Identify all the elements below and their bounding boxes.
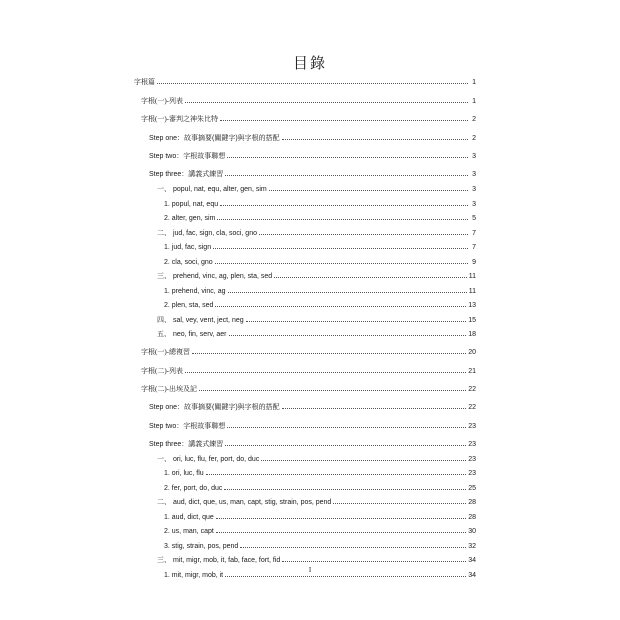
dot-leader bbox=[213, 247, 468, 249]
toc-entry-page: 15 bbox=[468, 317, 476, 324]
toc-entry-label: 三、 prehend, vinc, ag, plen, sta, sed bbox=[157, 273, 273, 280]
toc-entry-label: Step one：故事摘要(關鍵字)與字根的搭配 bbox=[149, 135, 280, 142]
toc-entry-page: 23 bbox=[468, 423, 476, 430]
toc-entry-page: 3 bbox=[472, 201, 476, 208]
dot-leader bbox=[229, 334, 467, 336]
toc-entry-label: 字根(二)-列表 bbox=[141, 367, 183, 375]
toc-entry-label: 五、 neo, fin, serv, aer bbox=[157, 331, 227, 338]
toc-entry-label: Step one：故事摘要(關鍵字)與字根的搭配 bbox=[149, 404, 280, 411]
toc-entry[interactable] bbox=[164, 469, 476, 478]
toc-entry-page: 28 bbox=[468, 499, 476, 506]
dot-leader bbox=[216, 517, 466, 519]
toc-entry[interactable] bbox=[157, 316, 476, 325]
toc-entry-page: 34 bbox=[468, 557, 476, 564]
toc-entry[interactable] bbox=[157, 272, 476, 281]
dot-leader bbox=[227, 156, 468, 158]
dot-leader bbox=[269, 189, 468, 191]
toc-entry[interactable] bbox=[157, 498, 476, 507]
toc-entry-label: Step three：講義式練習 bbox=[149, 171, 224, 178]
toc-entry-label: 一、 popul, nat, equ, alter, gen, sim bbox=[157, 186, 267, 193]
toc-entry-label: 二、 aud, dict, que, us, man, capt, stig, strain, pos, pend bbox=[157, 499, 332, 506]
dot-leader bbox=[206, 473, 467, 475]
toc-entry[interactable] bbox=[157, 556, 476, 565]
toc-entry-page: 28 bbox=[468, 514, 476, 521]
toc-entry-label: 字根(一)-總複習 bbox=[141, 348, 190, 356]
toc-entry-page: 13 bbox=[468, 302, 476, 309]
toc-entry-label: 三、 mit, migr, mob, it, fab, face, fort, fid bbox=[157, 557, 281, 564]
toc-entry[interactable] bbox=[157, 185, 476, 194]
toc-entry[interactable] bbox=[134, 78, 476, 87]
toc-entry-page: 23 bbox=[468, 456, 476, 463]
toc-entry-label: Step two：字根故事聯想 bbox=[149, 423, 226, 430]
toc-entry[interactable] bbox=[164, 513, 476, 522]
toc-entry-label: 1. mit, migr, mob, it bbox=[164, 572, 224, 579]
toc-title: 目錄 bbox=[292, 56, 327, 72]
toc-entry-label: 二、 jud, fac, sign, cla, soci, gno bbox=[157, 230, 257, 237]
toc-entry-label: 3. stig, strain, pos, pend bbox=[164, 543, 239, 550]
toc-entry-page: 20 bbox=[468, 349, 476, 356]
toc-entry-label: 2. us, man, capt bbox=[164, 528, 214, 535]
toc-entry-page: 32 bbox=[468, 543, 476, 550]
dot-leader bbox=[259, 233, 468, 235]
toc-entry[interactable] bbox=[164, 200, 476, 209]
toc-entry-page: 11 bbox=[468, 288, 476, 295]
toc-entry-label: 2. cla, soci, gno bbox=[164, 259, 213, 266]
toc-entry-page: 1 bbox=[472, 98, 476, 105]
toc-entry-page: 7 bbox=[472, 230, 476, 237]
toc-entry[interactable] bbox=[141, 115, 476, 124]
toc-entry[interactable] bbox=[141, 385, 476, 394]
toc-entry[interactable] bbox=[164, 542, 476, 551]
dot-leader bbox=[215, 262, 468, 264]
toc-entry-label: 1. ori, luc, flu bbox=[164, 470, 204, 477]
toc-entry-label: 2. plen, sta, sed bbox=[164, 302, 214, 309]
toc-entry-page: 23 bbox=[468, 441, 476, 448]
toc-entry[interactable] bbox=[157, 455, 476, 464]
toc-entry-page: 22 bbox=[468, 386, 476, 393]
toc-entry[interactable] bbox=[164, 243, 476, 252]
toc-entry-label: 2. alter, gen, sim bbox=[164, 215, 216, 222]
dot-leader bbox=[220, 204, 468, 206]
toc-entry-label: 1. popul, nat, equ bbox=[164, 201, 219, 208]
toc-entry[interactable] bbox=[149, 403, 476, 412]
dot-leader bbox=[192, 352, 466, 354]
dot-leader bbox=[282, 560, 466, 562]
toc-entry-page: 3 bbox=[472, 186, 476, 193]
toc-entry-label: 一、 ori, luc, flu, fer, port, do, duc bbox=[157, 456, 260, 463]
toc-entry[interactable] bbox=[149, 152, 476, 161]
toc-entry-page: 1 bbox=[472, 79, 476, 86]
dot-leader bbox=[240, 546, 466, 548]
toc-entry-label: 四、 sal, vey, vent, ject, neg bbox=[157, 317, 244, 324]
toc-entry-page: 2 bbox=[472, 135, 476, 142]
toc-entry-label: 字根(一)-列表 bbox=[141, 97, 183, 105]
toc-entry[interactable] bbox=[149, 440, 476, 449]
toc-entry-label: 1. aud, dict, que bbox=[164, 514, 214, 521]
dot-leader bbox=[217, 218, 468, 220]
toc-entry-page: 5 bbox=[472, 215, 476, 222]
toc-entry-page: 23 bbox=[468, 470, 476, 477]
toc-entry[interactable] bbox=[164, 214, 476, 223]
dot-leader bbox=[246, 320, 467, 322]
dot-leader bbox=[282, 138, 468, 140]
toc-entry[interactable] bbox=[164, 301, 476, 310]
dot-leader bbox=[227, 426, 466, 428]
dot-leader bbox=[185, 371, 466, 373]
toc-entry-label: 字根(一)-審判之神朱比特 bbox=[141, 115, 218, 123]
dot-leader bbox=[215, 305, 466, 307]
toc-entry-page: 18 bbox=[468, 331, 476, 338]
toc-entry-page: 7 bbox=[472, 244, 476, 251]
toc-entry[interactable] bbox=[164, 258, 476, 267]
toc-entry-label: 1. jud, fac, sign bbox=[164, 244, 212, 251]
toc-entry[interactable] bbox=[149, 170, 476, 179]
dot-leader bbox=[185, 101, 468, 103]
toc-entry-page: 22 bbox=[468, 404, 476, 411]
toc-entry-page: 34 bbox=[468, 572, 476, 579]
dot-leader bbox=[225, 444, 466, 446]
toc-entry[interactable] bbox=[141, 367, 476, 376]
toc-entry[interactable] bbox=[149, 422, 476, 431]
dot-leader bbox=[216, 531, 466, 533]
dot-leader bbox=[199, 389, 466, 391]
dot-leader bbox=[228, 291, 467, 293]
toc-entry-page: 2 bbox=[472, 116, 476, 123]
toc-entry-page: 25 bbox=[468, 485, 476, 492]
toc-entry-page: 3 bbox=[472, 171, 476, 178]
toc-entry-label: 2. fer, port, do, duc bbox=[164, 485, 223, 492]
dot-leader bbox=[282, 407, 467, 409]
toc-entry[interactable] bbox=[149, 134, 476, 143]
toc-entry[interactable] bbox=[157, 330, 476, 339]
toc-entry[interactable] bbox=[141, 348, 476, 357]
dot-leader bbox=[225, 174, 468, 176]
toc-entry-label: 1. prehend, vinc, ag bbox=[164, 288, 226, 295]
dot-leader bbox=[333, 502, 466, 504]
dot-leader bbox=[157, 82, 468, 84]
toc-entry-label: Step three：講義式練習 bbox=[149, 441, 224, 448]
toc-entry-label: 字根(二)-出埃及記 bbox=[141, 385, 197, 393]
toc-entry-label: Step two：字根故事聯想 bbox=[149, 153, 226, 160]
toc-entry-page: 30 bbox=[468, 528, 476, 535]
toc-entry[interactable] bbox=[164, 287, 476, 296]
dot-leader bbox=[225, 575, 466, 577]
toc-entry-page: 21 bbox=[468, 368, 476, 375]
toc-entry-page: 3 bbox=[472, 153, 476, 160]
toc-entry-page: 9 bbox=[472, 259, 476, 266]
toc-entry-page: 11 bbox=[468, 273, 476, 280]
page-number: I bbox=[308, 566, 312, 574]
toc-entry[interactable] bbox=[141, 97, 476, 106]
toc-entry[interactable] bbox=[164, 527, 476, 536]
toc-entry[interactable] bbox=[164, 484, 476, 493]
toc-entry-label: 字根篇 bbox=[134, 78, 155, 86]
dot-leader bbox=[220, 119, 468, 121]
dot-leader bbox=[261, 459, 466, 461]
toc-entry[interactable] bbox=[157, 229, 476, 238]
dot-leader bbox=[224, 488, 466, 490]
dot-leader bbox=[274, 276, 467, 278]
